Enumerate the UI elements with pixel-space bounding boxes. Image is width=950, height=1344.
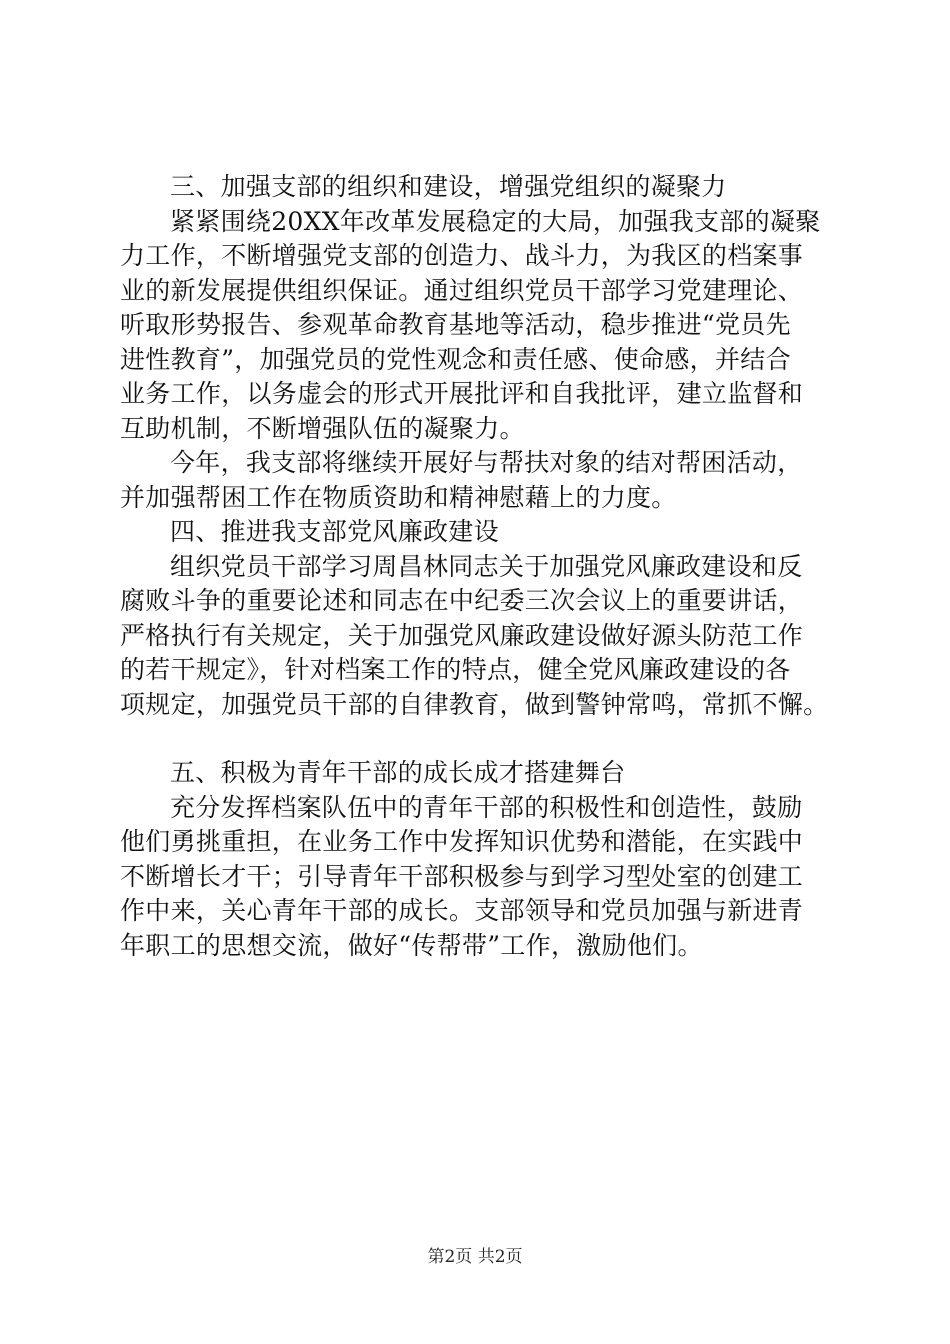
- page-number-footer: 第2页 共2页: [427, 1247, 523, 1267]
- paragraph-line: 业的新发展提供组织保证。通过组织党员干部学习党建理论、: [120, 275, 804, 305]
- paragraph-line: 作中来，关心青年干部的成长。支部领导和党员加强与新进青: [120, 896, 804, 925]
- section-4-heading: 四、推进我支部党风廉政建设: [170, 517, 499, 546]
- paragraph-line: 他们勇挑重担，在业务工作中发挥知识优势和潜能，在实践中: [120, 827, 804, 856]
- paragraph-line: 不断增长才干；引导青年干部积极参与到学习型处室的创建工: [120, 861, 804, 891]
- document-body: [120, 170, 840, 963]
- section-3-paragraph-1: [120, 205, 840, 447]
- paragraph-line: 业务工作，以务虚会的形式开展批评和自我批评，建立监督和: [120, 379, 804, 408]
- section-3-paragraph-2: [120, 446, 840, 515]
- paragraph-line: 互助机制，不断增强队伍的凝聚力。: [120, 413, 525, 443]
- section-3-heading: 三、加强支部的组织和建设，增强党组织的凝聚力: [170, 172, 727, 201]
- paragraph-line: 项规定，加强党员干部的自律教育，做到警钟常鸣，常抓不懈。: [120, 689, 829, 719]
- paragraph-line: 年职工的思想交流，做好“传帮带”工作，激励他们。: [120, 930, 703, 960]
- paragraph-line: 充分发挥档案队伍中的青年干部的积极性和创造性，鼓励: [170, 792, 803, 822]
- paragraph-line: 听取形势报告、参观革命教育基地等活动，稳步推进“党员先: [120, 310, 791, 339]
- paragraph-line: 进性教育”，加强党员的党性观念和责任感、使命感，并结合: [120, 344, 791, 374]
- paragraph-line: 组织党员干部学习周昌林同志关于加强党风廉政建设和反: [170, 551, 803, 581]
- section-5-heading: 五、积极为青年干部的成长成才搭建舞台: [170, 758, 626, 787]
- section-4-paragraph: [120, 550, 840, 723]
- paragraph-line: 并加强帮困工作在物质资助和精神慰藉上的力度。: [120, 482, 677, 512]
- section-5-paragraph: [120, 791, 840, 964]
- paragraph-line: 今年，我支部将继续开展好与帮扶对象的结对帮困活动，: [170, 448, 803, 477]
- paragraph-line: 腐败斗争的重要论述和同志在中纪委三次会议上的重要讲话，: [120, 586, 804, 615]
- blank-line: [120, 722, 840, 756]
- paragraph-line: 紧紧围绕20XX年改革发展稳定的大局，加强我支部的凝聚: [170, 206, 821, 236]
- paragraph-line: 的若干规定》，针对档案工作的特点，健全党风廉政建设的各: [120, 655, 791, 684]
- paragraph-line: 严格执行有关规定，关于加强党风廉政建设做好源头防范工作: [120, 620, 804, 650]
- paragraph-line: 力工作，不断增强党支部的创造力、战斗力，为我区的档案事: [120, 241, 804, 270]
